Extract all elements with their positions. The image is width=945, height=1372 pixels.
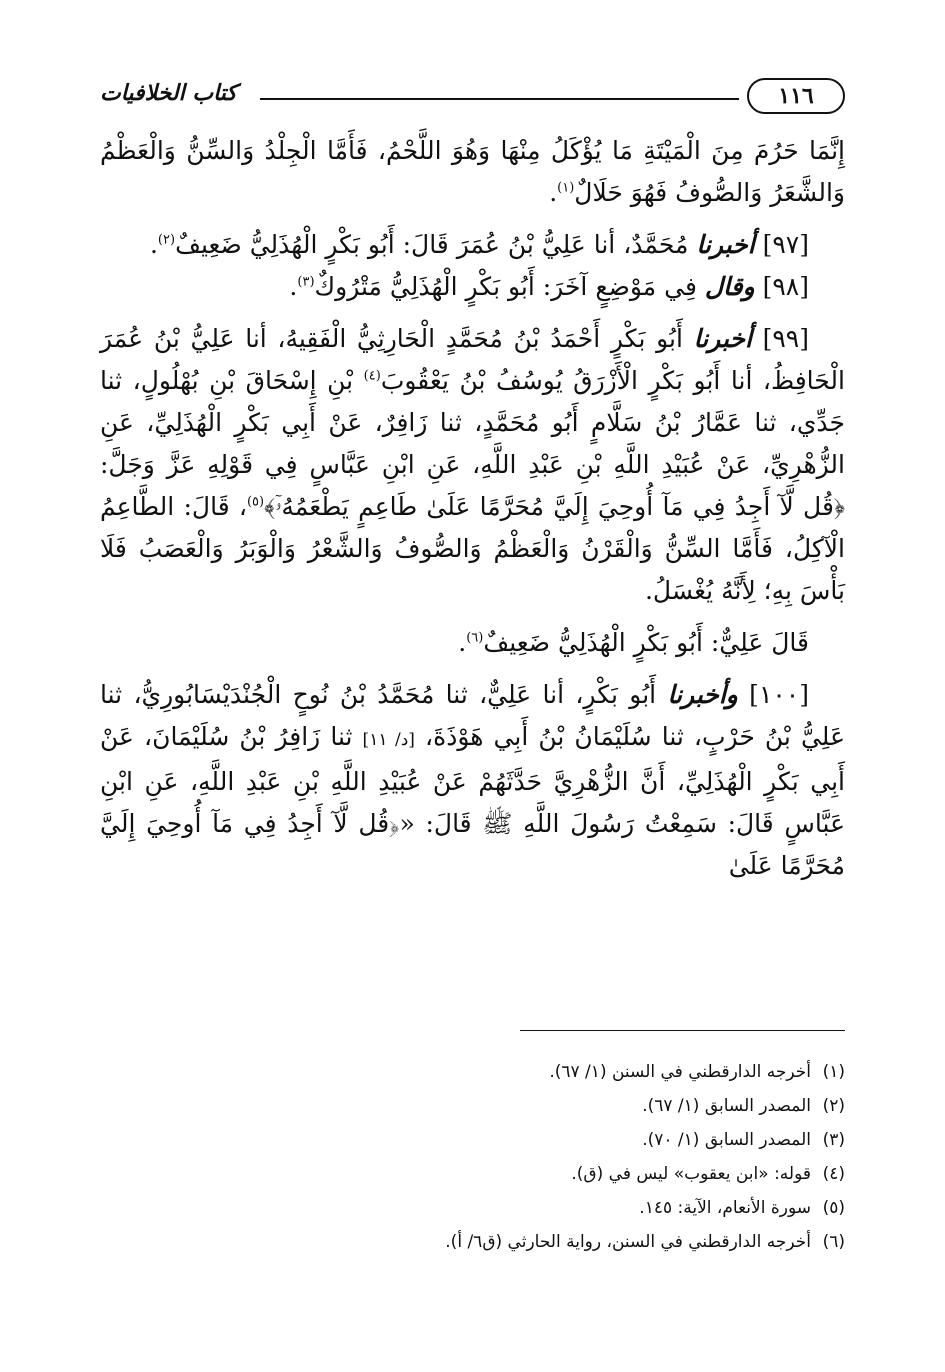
hadith-number: [١٠٠] — [749, 680, 809, 709]
paragraph-text: قَالَ عَلِيٌّ: أَبُو بَكْرٍ الْهُذَلِيُّ ضَعِيفٌ — [483, 628, 809, 657]
paragraph-text: أَبُو بَكْرٍ، أنا عَلِيٌّ، ثنا مُحَمَّدُ بْنُ نُوحٍ الْجُنْدَيْسَابُورِيُّ، ثنا عَلِيُّ بْنُ حَرْبٍ، ثنا سُلَيْمَانُ بْنُ أَبِي هَوْذَةَ، — [100, 680, 845, 751]
footnote-number: (٦) — [822, 1232, 845, 1252]
footnote-marker: (٣) — [297, 274, 315, 290]
punctuation: . — [549, 178, 558, 207]
footnote — [100, 1225, 845, 1259]
narration-keyword: وقال — [704, 272, 755, 301]
narration-keyword: أخبرنا — [693, 324, 752, 353]
footnotes — [100, 1055, 845, 1259]
book-title: كتاب الخلافيات — [100, 80, 237, 106]
footnote-text: قوله: «ابن يعقوب» ليس في (ق). — [571, 1164, 811, 1184]
footnote-marker: (٤) — [363, 368, 381, 384]
paragraph-text: فِي مَوْضِعٍ آخَرَ: أَبُو بَكْرٍ الْهُذَلِيُّ مَتْرُوكٌ — [314, 272, 697, 301]
paragraph-100 — [100, 674, 845, 887]
footnote — [100, 1123, 845, 1157]
footnote-marker: (١) — [557, 180, 575, 196]
page-number: ١١٦ — [747, 78, 845, 114]
paragraph-text: ، قَالَ: الطَّاعِمُ الْآكِلُ، فَأَمَّا السِّنُّ وَالْقَرْنُ وَالْعَظْمُ وَالصُّوفُ وَالشَّعْرُ وَالْوَبَرُ وَالْعَصَبُ فَلَا بَأْسَ بِهِ؛ لِأَنَّهُ يُغْسَلُ. — [100, 492, 845, 605]
paragraph-ali — [100, 622, 845, 664]
footnote-text: أخرجه الدارقطني في السنن (١/ ٦٧). — [549, 1062, 811, 1082]
paragraph-text: بْنِ إِسْحَاقَ بْنِ بُهْلُولٍ، ثنا جَدِّي، ثنا عَمَّارُ بْنُ سَلَّامٍ أَبُو مُحَمَّدٍ، ثنا زَافِرٌ، عَنْ أَبِي بَكْرٍ الْهُذَلِيِّ، عَنِ الزُّهْرِيِّ، عَنْ عُبَيْدِ اللَّهِ بْنِ عَبْدِ اللَّهِ، عَنِ ابْنِ عَبَّاسٍ فِي قَوْلِهِ عَزَّ وَجَلَّ: ﴿قُل لَّآ أَجِدُ فِي مَآ أُوحِيَ إِلَيَّ مُحَرَّمًا عَلَىٰ طَاعِمٍ يَطْعَمُهُۥٓ﴾ — [100, 366, 845, 521]
paragraph-text: ثنا زَافِرُ بْنُ سُلَيْمَانَ، عَنْ أَبِي بَكْرٍ الْهُذَلِيِّ، أَنَّ الزُّهْرِيَّ حَدَّثَهُمْ عَنْ عُبَيْدِ اللَّهِ بْنِ عَبْدِ اللَّهِ، عَنِ ابْنِ عَبَّاسٍ قَالَ: سَمِعْتُ رَسُولَ اللَّهِ ﷺ قَالَ: «﴿قُل لَّآ أَجِدُ فِي مَآ أُوحِيَ إِلَيَّ مُحَرَّمًا عَلَىٰ — [100, 722, 845, 880]
paragraph-97 — [100, 224, 845, 266]
footnote-text: أخرجه الدارقطني في السنن، رواية الحارثي (ق٦/ أ). — [445, 1232, 811, 1252]
paragraph-98 — [100, 266, 845, 308]
footnote-marker: (٢) — [157, 232, 176, 248]
punctuation: . — [458, 628, 467, 657]
footnote-number: (٤) — [822, 1164, 845, 1184]
footnote-text: المصدر السابق (١/ ٦٧). — [642, 1096, 811, 1116]
paragraph-99 — [100, 318, 845, 612]
footnote-separator — [520, 1030, 845, 1031]
footnote-text: سورة الأنعام، الآية: ١٤٥. — [639, 1198, 811, 1218]
hadith-number: [٩٨] — [762, 272, 809, 301]
punctuation: . — [289, 272, 298, 301]
footnote-number: (٣) — [822, 1130, 845, 1150]
footnote-number: (١) — [822, 1062, 845, 1082]
footnote-number: (٢) — [822, 1096, 845, 1116]
hadith-number: [٩٧] — [762, 230, 809, 259]
hadith-number: [٩٩] — [762, 324, 809, 353]
header-rule — [260, 98, 739, 100]
footnote — [100, 1191, 845, 1225]
footnote-text: المصدر السابق (١/ ٧٠). — [642, 1130, 811, 1150]
page-header — [100, 78, 845, 118]
footnote-number: (٥) — [822, 1198, 845, 1218]
footnote-marker: (٦) — [466, 630, 484, 646]
narration-keyword: وأخبرنا — [667, 680, 738, 709]
narration-keyword: أخبرنا — [696, 230, 755, 259]
footnote-marker: (٥) — [246, 494, 265, 510]
footnote — [100, 1055, 845, 1089]
punctuation: . — [149, 230, 158, 259]
paragraph-text: أَبُو بَكْرٍ أَحْمَدُ بْنُ مُحَمَّدٍ الْحَارِثِيُّ الْفَقِيهُ، أنا عَلِيُّ بْنُ عُمَرَ الْحَافِظُ، أنا أَبُو بَكْرٍ الْأَزْرَقُ يُوسُفُ بْنُ يَعْقُوبَ — [100, 324, 845, 395]
footnote — [100, 1157, 845, 1191]
manuscript-reference: [د/ ١١] — [362, 730, 415, 750]
paragraph-1 — [100, 130, 845, 214]
paragraph-text: إِنَّمَا حَرُمَ مِنَ الْمَيْتَةِ مَا يُؤْكَلُ مِنْهَا وَهُوَ اللَّحْمُ، فَأَمَّا الْجِلْدُ وَالسِّنُّ وَالْعَظْمُ وَالشَّعَرُ وَالصُّوفُ فَهُوَ حَلَالٌ — [100, 136, 845, 207]
paragraph-text: مُحَمَّدٌ، أنا عَلِيُّ بْنُ عُمَرَ قَالَ: أَبُو بَكْرٍ الْهُذَلِيُّ ضَعِيفٌ — [175, 230, 689, 259]
main-text — [100, 130, 845, 897]
footnote — [100, 1089, 845, 1123]
